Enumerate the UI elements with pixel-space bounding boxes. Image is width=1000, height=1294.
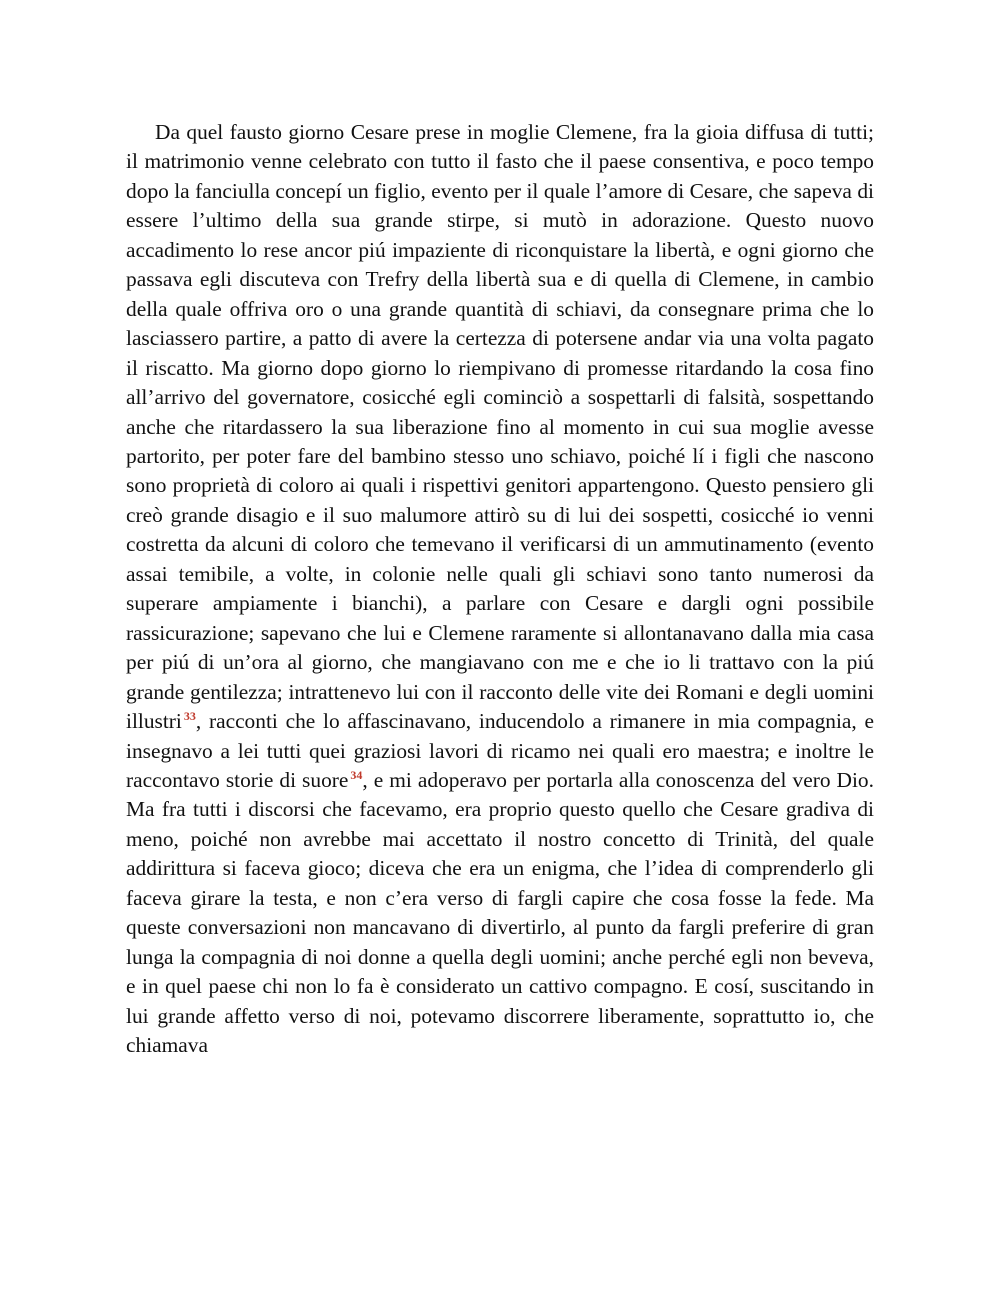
paragraph-text-part-1: Da quel fausto giorno Cesare prese in moglie Clemene, fra la gioia diffusa di tutti; il matrimonio venne celebrato con tutto il fasto che il paese consentiva, e poco tempo dopo la fanciulla concepí un figlio, evento per il quale l’amore di Cesare, che sapeva di essere l’ultimo della sua grande stirpe, si mutò in adorazione. Questo nuovo accadimento lo rese ancor piú impaziente di riconquistare la libertà, e ogni giorno che passava egli discuteva con Trefry della libertà sua e di quella di Clemene, in cambio della quale offriva oro o una grande quantità di schiavi, da consegnare prima che lo lasciassero partire, a patto di avere la certezza di potersene andar via una volta pagato il riscatto. Ma giorno dopo giorno lo riempivano di promesse ritardando la cosa fino all’arrivo del governatore, cosicché egli cominciò a sospettarli di falsità, sospettando anche che ritardassero la sua liberazione fino al momento in cui sua moglie avesse partorito, per poter fare del bambino stesso uno schiavo, poiché lí i figli che nascono sono proprietà di coloro ai quali i rispettivi genitori appartengono. Questo pensiero gli creò grande disagio e il suo malumore attirò su di lui dei sospetti, cosicché io venni costretta da alcuni di coloro che temevano il verificarsi di un ammutinamento (evento assai temibile, a volte, in colonie nelle quali gli schiavi sono tanto numerosi da superare ampiamente i bianchi), a parlare con Cesare e dargli ogni possibile rassicurazione; sapevano che lui e Clemene raramente si allontanavano dalla mia casa per piú di un’ora al giorno, che mangiavano con me e che io li trattavo con la piú grande gentilezza; intrattenevo lui con il racconto delle vite dei Romani e degli uomini illustri: [126, 120, 874, 734]
paragraph-text-part-2: , racconti che lo affascinavano, inducendolo a rimanere in mia compagnia, e insegnavo a lei tutti quei graziosi lavori di ricamo nei quali ero maestra; e inoltre le raccontavo storie di suore: [126, 709, 874, 792]
footnote-ref-33[interactable]: 33: [183, 709, 196, 724]
footnote-ref-34[interactable]: 34: [350, 767, 363, 782]
body-paragraph: [126, 118, 874, 1061]
paragraph-text-part-3: , e mi adoperavo per portarla alla conoscenza del vero Dio. Ma fra tutti i discorsi che facevamo, era proprio questo quello che Cesare gradiva di meno, poiché non avrebbe mai accettato il nostro concetto di Trinità, del quale addirittura si faceva gioco; diceva che era un enigma, che l’idea di comprenderlo gli faceva girare la testa, e non c’era verso di fargli capire che cosa fosse la fede. Ma queste conversazioni non mancavano di divertirlo, al punto da fargli preferire di gran lunga la compagnia di noi donne a quella degli uomini; anche perché egli non beveva, e in quel paese chi non lo fa è considerato un cattivo compagno. E cosí, suscitando in lui grande affetto verso di noi, potevamo discorrere liberamente, soprattutto io, che chiamava: [126, 767, 874, 1058]
document-page: [126, 118, 874, 1061]
